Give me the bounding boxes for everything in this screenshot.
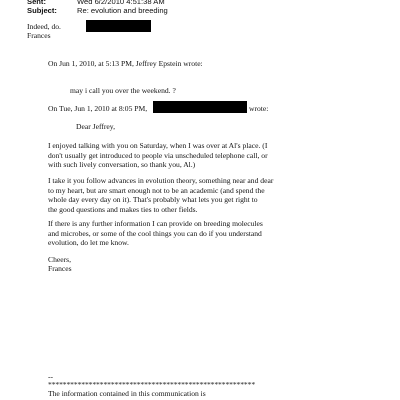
- paragraph-line: don't usually get introduced to people via unscheduled telephone call, or: [48, 150, 268, 160]
- closing: Cheers,: [48, 255, 71, 264]
- quote1-message: may i call you over the weekend. ?: [70, 86, 176, 95]
- paragraph-3: [48, 219, 263, 248]
- paragraph-line: I enjoyed talking with you on Saturday, when I was over at Al's place. (I: [48, 141, 268, 150]
- paragraph-line: with such lively conversation, so thank you, Al.): [48, 160, 196, 170]
- closing-signature: Frances: [48, 264, 72, 273]
- quote2-attribution-suffix: wrote:: [249, 104, 269, 113]
- confidentiality-notice: The information contained in this communication is: [48, 389, 206, 398]
- separator-dashes: --: [48, 372, 54, 381]
- subject-value: Re: evolution and breeding: [77, 6, 168, 15]
- sent-value: Wed 6/2/2010 4:51:38 AM: [77, 0, 165, 6]
- sent-label: Sent:: [27, 0, 46, 6]
- redaction-box: [86, 20, 151, 32]
- paragraph-line: whole day every day on it). That's probably what lets you get right to: [48, 195, 258, 205]
- separator-stars: ********************************************************: [48, 380, 256, 389]
- paragraph-line: to my heart, but are smart enough not to be an academic (and spend the: [48, 185, 265, 195]
- quote1-attribution: On Jun 1, 2010, at 5:13 PM, Jeffrey Epstein wrote:: [48, 59, 203, 68]
- redaction-box: [153, 101, 247, 113]
- paragraph-1: [48, 141, 268, 170]
- paragraph-line: evolution, do let me know.: [48, 238, 129, 248]
- reply-signature: Frances: [27, 31, 51, 40]
- paragraph-2: [48, 176, 273, 215]
- paragraph-line: the good questions and makes ties to other fields.: [48, 205, 198, 215]
- greeting: Dear Jeffrey,: [76, 122, 115, 131]
- paragraph-line: and microbes, or some of the cool things you can do if you understand: [48, 228, 262, 238]
- quote2-attribution-prefix: On Tue, Jun 1, 2010 at 8:05 PM,: [48, 104, 148, 113]
- reply-line: Indeed, do.: [27, 22, 61, 31]
- paragraph-line: If there is any further information I can provide on breeding molecules: [48, 219, 263, 228]
- paragraph-line: I take it you follow advances in evolution theory, something near and dear: [48, 176, 274, 185]
- subject-label: Subject:: [27, 6, 57, 15]
